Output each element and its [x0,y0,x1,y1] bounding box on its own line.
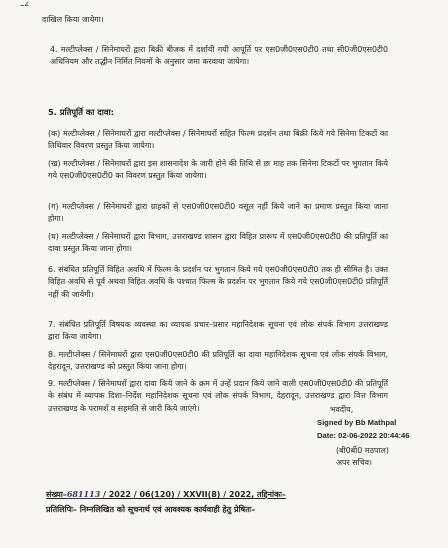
reference-rest: / 2022 / 06(120) / XXVII(8) / 2022, तद्दिनांकः– [100,490,286,499]
item-ga: (ग) मल्टीप्लेक्स / सिनेमाघरों द्वारा ग्राहकों से एस0जी0एस0टी0 वसूल नहीं किये जाने का प्रमाण प्रस्तुत किया जाना होगा। [48,202,388,224]
item-ka: (क) मल्टीप्लेक्स / सिनेमाघरों द्वारा मल्टीप्लेक्स / सिनेमाघरों सहित फिल्म प्रदर्शन तथा बिक्री किये गये सिनेमा टिकटों का तिथिवार विवरण प्रस्तुत किया जायेगा। [48,129,388,151]
signed-date: Date: 02-06-2022 20:44:46 [317,431,410,440]
torn-corner [0,0,32,15]
signed-by: Signed by Bb Mathpal [317,418,397,427]
date-stamp-text: 13/2022 [0,0,29,8]
item-6: 6. संबंधित प्रतिपूर्ति विहित अवधि में फिल्म के प्रदर्शन पर भुगतान किये गये एस0जी0एस0टी0 तक ही सीमित है। उक्त विहित अवधि से पूर्व अथवा विहित अवधि के पश्चात फिल्म के प्रदर्शन पर भुगतान किये गये एस0जी0एस0टी0 प्रतिपूर्ति नहीं की जायेगी। [48,265,388,299]
item-gha: (घ) मल्टीप्लेक्स / सिनेमाघरों द्वारा विभाग, उत्तराखण्ड शासन द्वारा विहित प्रारूप में एस0जी0एस0टी0 की प्रतिपूर्ति का दावा प्रस्तुत किया जाना होगा। [48,232,388,254]
point-4: 4. मल्टीप्लेक्स / सिनेमाघरों द्वारा बिक्री बीजक में दर्शायी गयी आपूर्ति पर एस0जी0एस0टी0 तथा सी0जी0एस0टी0 अधिनियम और तद्धीन निर्मित नियमों के अनुसार जमा करवाया जायेगा। [50,45,388,67]
item-7: 7. संबंधित प्रतिपूर्ति विषयक व्यवस्था का व्यापक प्रचार–प्रसार महानिदेशक सूचना एवं लोक संपर्क विभाग उत्तराखण्ड द्वारा किया जायेगा। [48,320,388,342]
copy-to-line: प्रतिलिपिः– निम्नलिखित को सूचनार्थ एवं आवश्यक कार्यवाही हेतु प्रेषितः– [46,505,256,514]
intro-line: दाखिल किया जायेगा। [42,15,104,24]
reference-number [46,489,286,500]
item-kha: (ख) मल्टीप्लेक्स / सिनेमाघरों द्वारा इस शासनादेश के जारी होने की तिथि से छः माह तक सिनेमा टिकटों पर भुगतान किये गये एस0जी0एस0टी0 का विवरण प्रस्तुत किया जायेगा। [48,159,388,181]
item-9: 9. मल्टीप्लेक्स / सिनेमाघरों द्वारा दावा किये जाने के क्रम में उन्हें प्रदान किये जाने वाली एस0जी0एस0टी0 की प्रतिपूर्ति के संबंध में व्यापक दिशा–निर्देश महानिदेशक सूचना एवं लोक संपर्क विभाग, देहरादून, उत्तराखण्ड द्वारा वित्त विभाग उत्तराखण्ड के परामर्श व सहमति से जारी किये जाएंगे। [48,379,388,413]
signatory-name: (बी0बी0 मठपाल) [336,446,389,455]
reference-label: संख्या– [46,490,67,499]
date-stamp [0,0,66,15]
closing: भवदीय, [330,405,354,414]
item-8: 8. मल्टीप्लेक्स / सिनेमाघरों द्वारा एस0जी0एस0टी0 की प्रतिपूर्ति का दावा महानिदेशक सूचना एवं लोक संपर्क विभाग, देहरादून, उत्तराखण्ड को प्रस्तुत किया जाना होगा। [48,350,388,372]
point-5-heading: 5. प्रतिपूर्ति का दावा: [48,107,114,117]
reference-handwritten: 681113 [66,489,101,499]
signatory-designation: अपर सचिव। [336,458,373,467]
